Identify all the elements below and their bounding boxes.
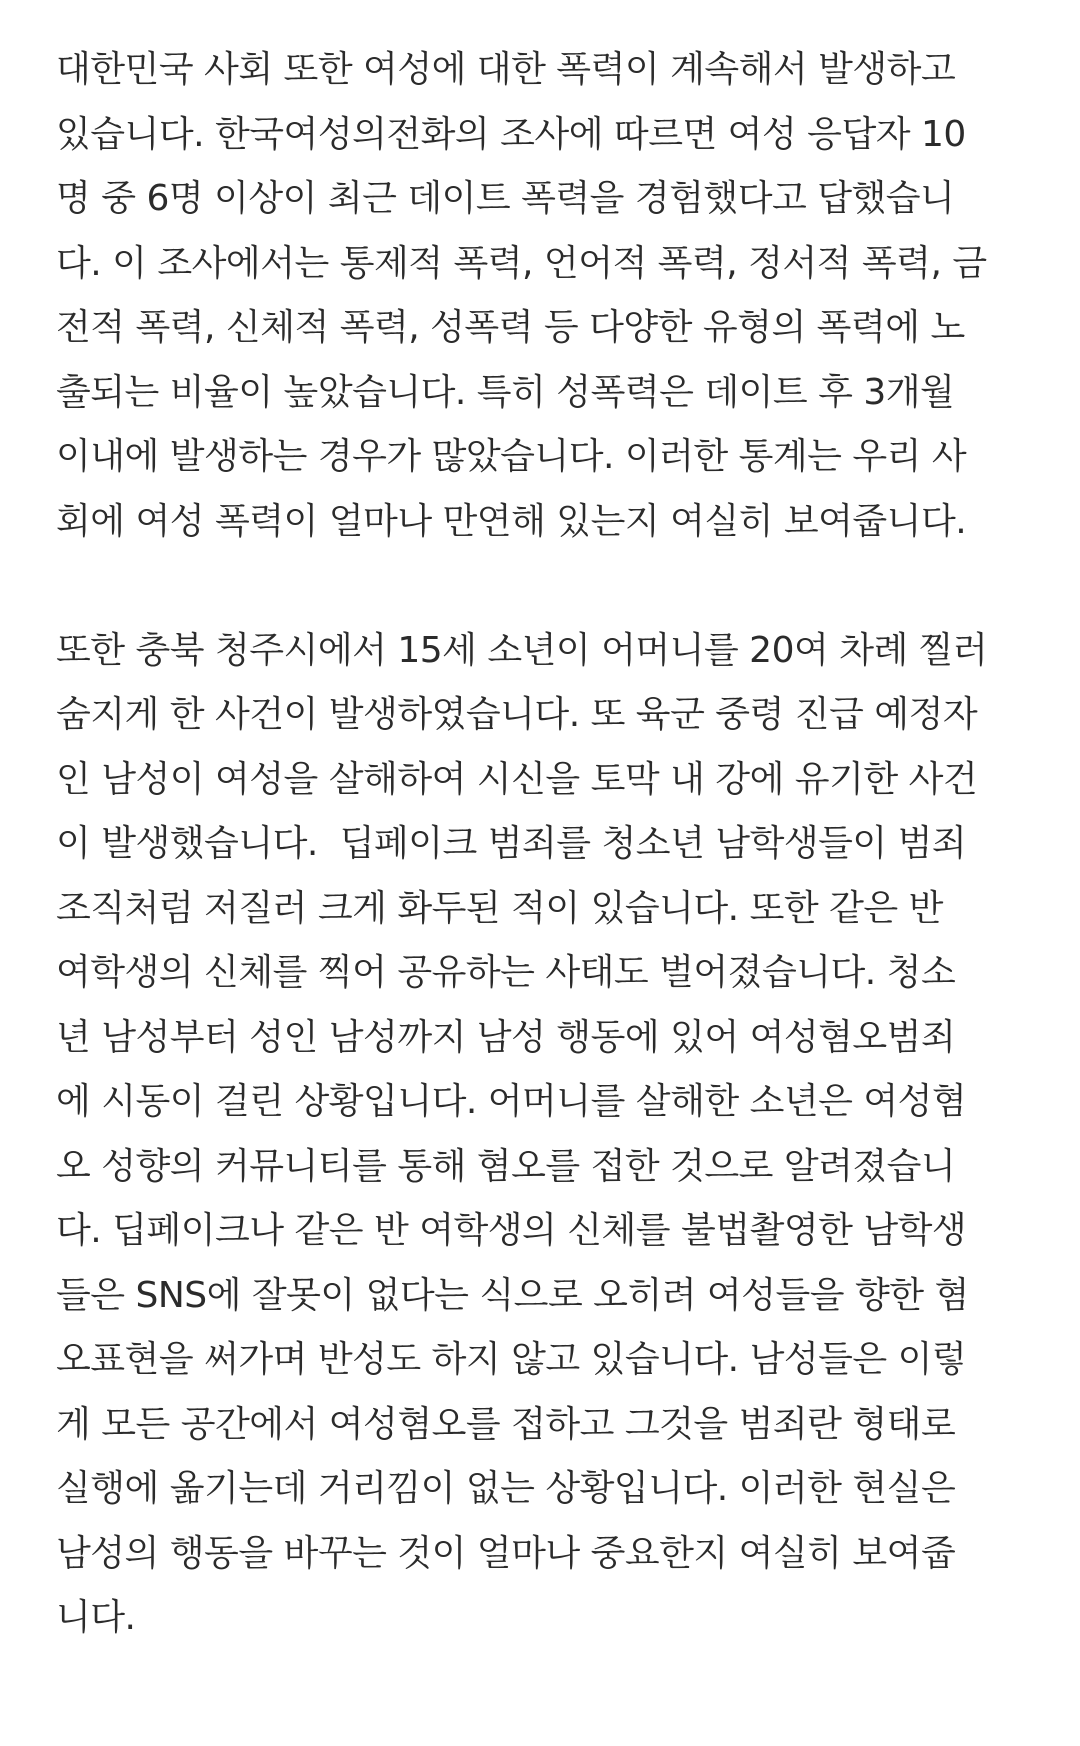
paragraph-2 [56, 619, 1046, 1651]
paragraph-line: 남성의 행동을 바꾸는 것이 얼마나 중요한지 여실히 보여줍 [56, 1532, 956, 1574]
paragraph-line: 있습니다. 한국여성의전화의 조사에 따르면 여성 응답자 10 [56, 113, 966, 155]
paragraph-line: 명 중 6명 이상이 최근 데이트 폭력을 경험했다고 답했습니 [56, 178, 955, 219]
paragraph-line: 조직처럼 저질러 크게 화두된 적이 있습니다. 또한 같은 반 [56, 887, 943, 929]
paragraph-line: 이 발생했습니다. 딥페이크 범죄를 청소년 남학생들이 범죄 [56, 823, 967, 864]
paragraph-line: 출되는 비율이 높았습니다. 특히 성폭력은 데이트 후 3개월 [56, 371, 955, 413]
paragraph-spacer [56, 554, 1046, 619]
paragraph-line: 오표현을 써가며 반성도 하지 않고 있습니다. 남성들은 이렇 [56, 1339, 967, 1380]
paragraph-line: 년 남성부터 성인 남성까지 남성 행동에 있어 여성혐오범죄 [56, 1016, 956, 1058]
paragraph-line: 대한민국 사회 또한 여성에 대한 폭력이 계속해서 발생하고 [56, 49, 956, 90]
paragraph-line: 게 모든 공간에서 여성혐오를 접하고 그것을 범죄란 형태로 [56, 1403, 956, 1445]
article-body [56, 38, 1046, 1651]
paragraph-line: 전적 폭력, 신체적 폭력, 성폭력 등 다양한 유형의 폭력에 노 [56, 307, 965, 348]
paragraph-line: 오 성향의 커뮤니티를 통해 혐오를 접한 것으로 알려졌습니 [56, 1145, 956, 1187]
paragraph-line: 다. 이 조사에서는 통제적 폭력, 언어적 폭력, 정서적 폭력, 금 [56, 242, 987, 284]
paragraph-line: 인 남성이 여성을 살해하여 시신을 토막 내 강에 유기한 사건 [56, 758, 978, 800]
paragraph-line: 여학생의 신체를 찍어 공유하는 사태도 벌어졌습니다. 청소 [56, 952, 956, 993]
paragraph-1 [56, 38, 1046, 554]
paragraph-line: 또한 충북 청주시에서 15세 소년이 어머니를 20여 차례 찔러 [56, 629, 988, 671]
paragraph-line: 회에 여성 폭력이 얼마나 만연해 있는지 여실히 보여줍니다. [56, 500, 967, 542]
paragraph-line: 이내에 발생하는 경우가 많았습니다. 이러한 통계는 우리 사 [56, 436, 967, 477]
paragraph-line: 실행에 옮기는데 거리낌이 없는 상황입니다. 이러한 현실은 [56, 1468, 956, 1509]
paragraph-line: 에 시동이 걸린 상황입니다. 어머니를 살해한 소년은 여성혐 [56, 1081, 967, 1122]
paragraph-line: 니다. [56, 1597, 136, 1638]
paragraph-line: 들은 SNS에 잘못이 없다는 식으로 오히려 여성들을 향한 혐 [56, 1274, 969, 1316]
paragraph-line: 다. 딥페이크나 같은 반 여학생의 신체를 불법촬영한 남학생 [56, 1210, 967, 1251]
paragraph-line: 숨지게 한 사건이 발생하였습니다. 또 육군 중령 진급 예정자 [56, 694, 978, 735]
